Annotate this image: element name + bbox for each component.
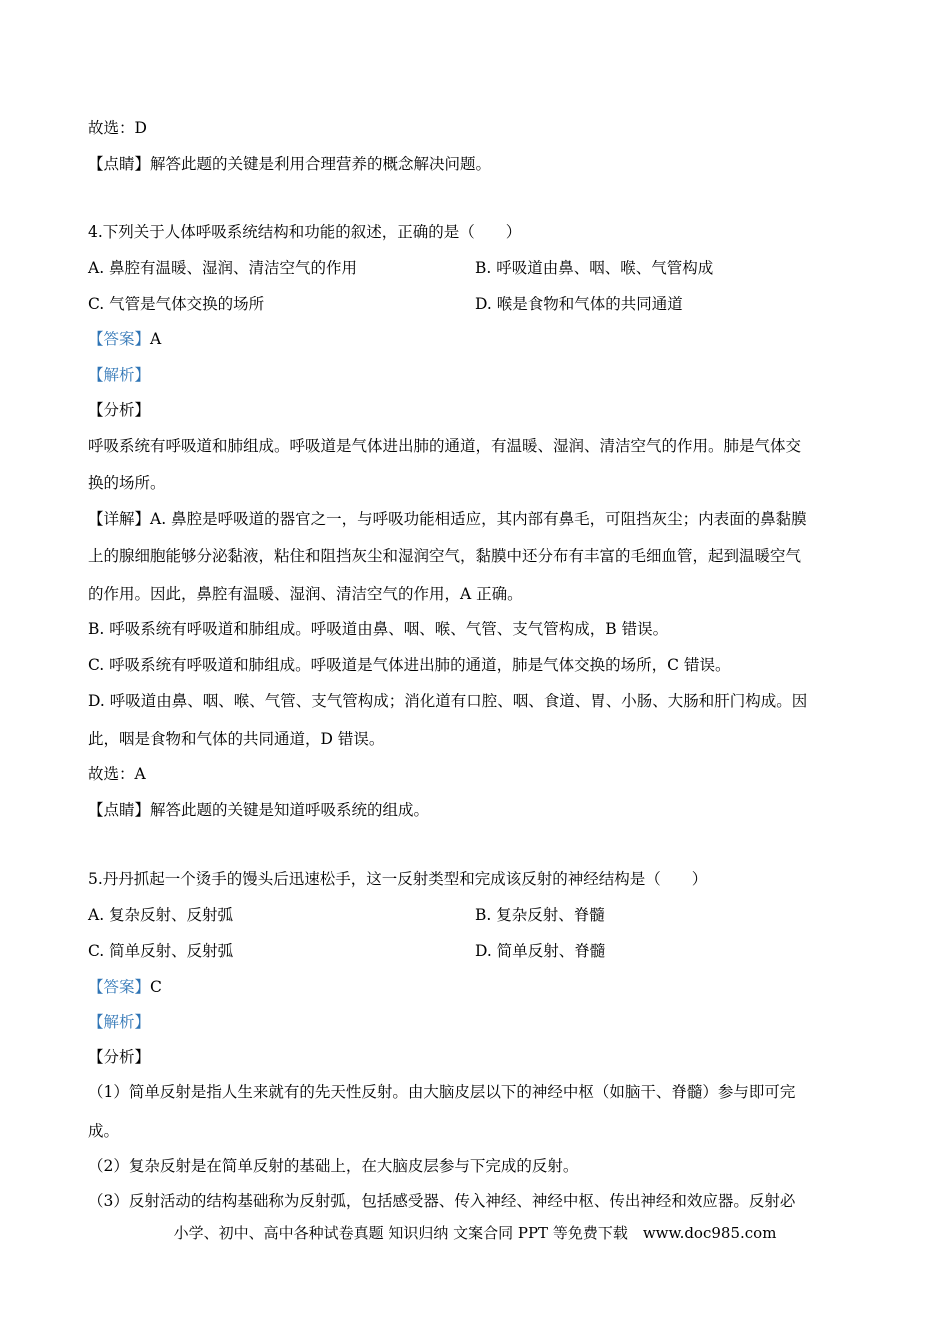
- tip-text: 解答此题的关键是知道呼吸系统的组成。: [150, 801, 430, 819]
- detail-label: 【详解】: [88, 510, 151, 528]
- answer-label: 【答案】: [88, 330, 151, 348]
- q5-fenxi-line: （3）反射活动的结构基础称为反射弧，包括感受器、传入神经、神经中枢、传出神经和效应器。反射必: [88, 1192, 796, 1210]
- q5-fenxi-line: （2）复杂反射是在简单反射的基础上，在大脑皮层参与下完成的反射。: [88, 1157, 579, 1175]
- q3-choice: 故选：D: [88, 119, 147, 137]
- q4-detail-line: D. 呼吸道由鼻、咽、喉、气管、支气管构成；消化道有口腔、咽、食道、胃、小肠、大肠和肝门构成。因: [88, 692, 808, 710]
- q5-option-c: C. 简单反射、反射弧: [88, 942, 234, 960]
- q4-detail-line: 的作用。因此，鼻腔有温暖、湿润、清洁空气的作用，A 正确。: [88, 585, 523, 603]
- q4-answer: [88, 329, 161, 349]
- q4-fenxi-line: 呼吸系统有呼吸道和肺组成。呼吸道是气体进出肺的通道，有温暖、湿润、清洁空气的作用。肺是气体交: [88, 437, 802, 455]
- q5-answer: [88, 977, 162, 997]
- q4-fenxi-line: 换的场所。: [88, 474, 166, 492]
- answer-label: 【答案】: [88, 978, 151, 996]
- q5-analysis-label: 【解析】: [88, 1013, 151, 1031]
- tip-label: 【点睛】: [88, 155, 151, 173]
- q4-choice: 故选：A: [88, 765, 146, 783]
- q5-option-b: B. 复杂反射、脊髓: [475, 906, 605, 924]
- q4-stem: 4.下列关于人体呼吸系统结构和功能的叙述，正确的是（ ）: [88, 223, 522, 241]
- q4-detail-line: 上的腺细胞能够分泌黏液，粘住和阻挡灰尘和湿润空气，黏膜中还分布有丰富的毛细血管，起到温暖空气: [88, 547, 802, 565]
- q4-option-a: A. 鼻腔有温暖、湿润、清洁空气的作用: [88, 259, 358, 277]
- q5-fenxi-line: （1）简单反射是指人生来就有的先天性反射。由大脑皮层以下的神经中枢（如脑干、脊髓）参与即可完: [88, 1083, 796, 1101]
- q4-detail-first: [88, 509, 807, 529]
- q4-fenxi-label: 【分析】: [88, 401, 151, 419]
- q4-option-c: C. 气管是气体交换的场所: [88, 295, 265, 313]
- q4-detail-line: B. 呼吸系统有呼吸道和肺组成。呼吸道由鼻、咽、喉、气管、支气管构成，B 错误。: [88, 620, 669, 638]
- detail-text: A. 鼻腔是呼吸道的器官之一，与呼吸功能相适应，其内部有鼻毛，可阻挡灰尘；内表面的鼻黏膜: [150, 510, 807, 528]
- q4-tip: [88, 800, 429, 820]
- q5-fenxi-label: 【分析】: [88, 1048, 151, 1066]
- q5-option-a: A. 复杂反射、反射弧: [88, 906, 234, 924]
- q5-stem: 5.丹丹抓起一个烫手的馒头后迅速松手，这一反射类型和完成该反射的神经结构是（ ）: [88, 870, 708, 888]
- q5-option-d: D. 简单反射、脊髓: [475, 942, 606, 960]
- q4-option-d: D. 喉是食物和气体的共同通道: [475, 295, 683, 313]
- tip-label: 【点睛】: [88, 801, 151, 819]
- q4-analysis-label: 【解析】: [88, 366, 151, 384]
- q3-tip: [88, 154, 491, 174]
- page-footer: 小学、初中、高中各种试卷真题 知识归纳 文案合同 PPT 等免费下载 www.doc985.com: [173, 1224, 777, 1242]
- q4-detail-line: 此，咽是食物和气体的共同通道，D 错误。: [88, 730, 385, 748]
- q5-fenxi-line: 成。: [88, 1122, 120, 1140]
- q4-detail-line: C. 呼吸系统有呼吸道和肺组成。呼吸道是气体进出肺的通道，肺是气体交换的场所，C 错误。: [88, 656, 731, 674]
- q4-option-b: B. 呼吸道由鼻、咽、喉、气管构成: [475, 259, 714, 277]
- answer-value: A: [150, 330, 162, 348]
- tip-text: 解答此题的关键是利用合理营养的概念解决问题。: [150, 155, 492, 173]
- answer-value: C: [150, 978, 162, 996]
